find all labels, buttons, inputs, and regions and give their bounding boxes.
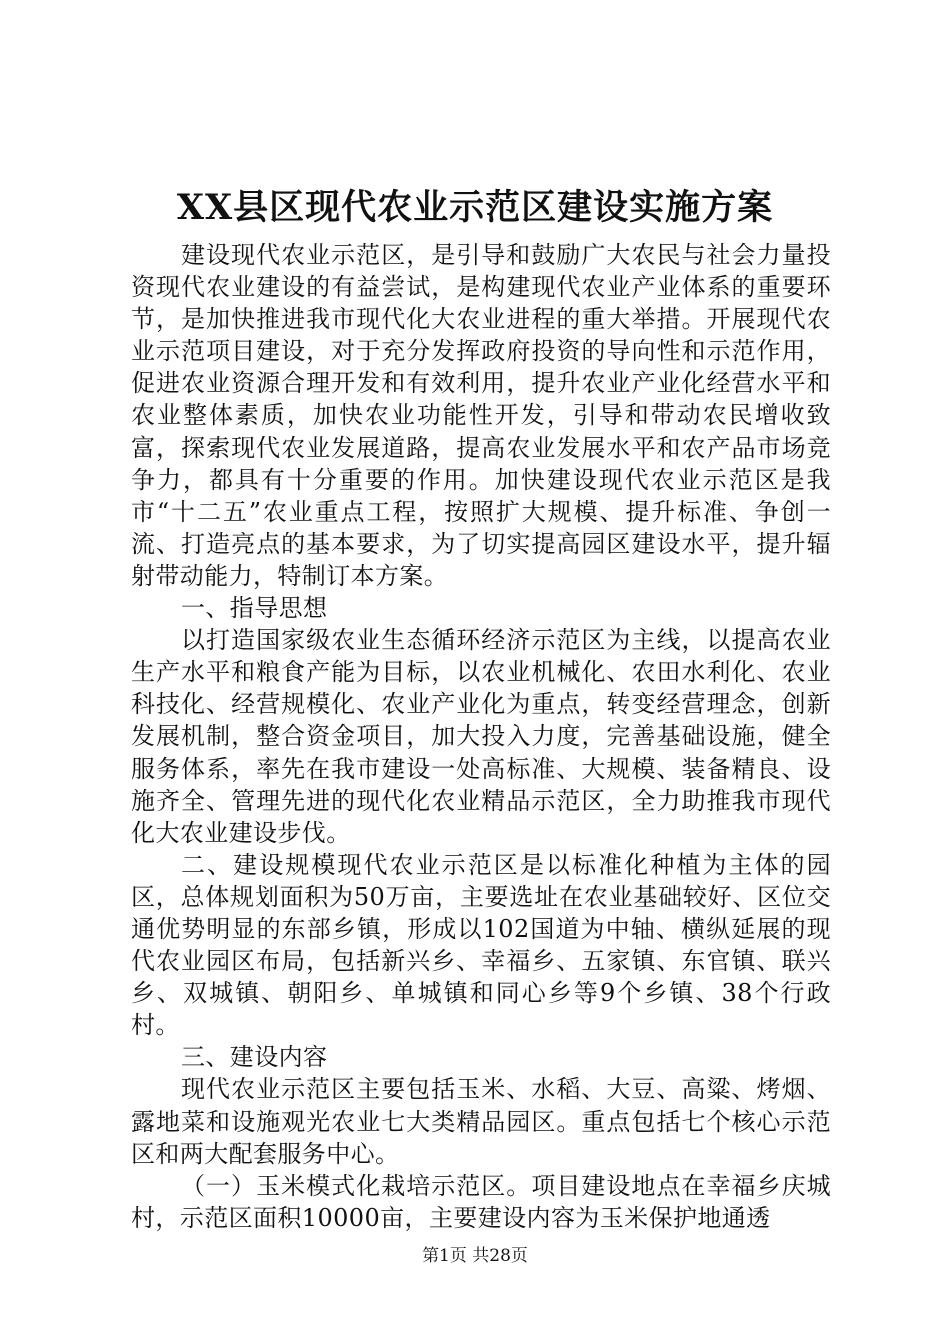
document-title: XX县区现代农业示范区建设实施方案 xyxy=(176,187,774,228)
guiding-ideology-paragraph: 以打造国家级农业生态循环经济示范区为主线，以提高农业生产水平和粮食产能为目标，以农业机械化、农田水利化、农业科技化、经营规模化、农业产业化为重点，转变经营理念，创新发展机制，整合资金项目，加大投入力度，完善基础设施，健全服务体系，率先在我市建设一处高标准、大规模、装备精良、设施齐全、管理先进的现代化农业精品示范区，全力助推我市现代化大农业建设步伐。 xyxy=(131,626,831,847)
section-heading-construction-content: 三、建设内容 xyxy=(181,1043,328,1072)
construction-scale-paragraph: 二、建设规模现代农业示范区是以标准化种植为主体的园区，总体规划面积为50万亩，主要选址在农业基础较好、区位交通优势明显的东部乡镇，形成以102国道为中轴、横纵延展的现代农业园区布局，包括新兴乡、幸福乡、五家镇、东官镇、联兴乡、双城镇、朝阳乡、单城镇和同心乡等9个乡镇、38个行政村。 xyxy=(131,850,831,1040)
construction-content-paragraph: 现代农业示范区主要包括玉米、水稻、大豆、高粱、烤烟、露地菜和设施观光农业七大类精品园区。重点包括七个核心示范区和两大配套服务中心。 xyxy=(131,1075,831,1168)
page-number-footer: 第1页 共28页 xyxy=(422,1246,528,1266)
document-body xyxy=(131,239,831,1234)
section-heading-guiding-ideology: 一、指导思想 xyxy=(181,594,328,623)
intro-paragraph: 建设现代农业示范区，是引导和鼓励广大农民与社会力量投资现代农业建设的有益尝试，是构建现代农业产业体系的重要环节，是加快推进我市现代化大农业进程的重大举措。开展现代农业示范项目建设，对于充分发挥政府投资的导向性和示范作用，促进农业资源合理开发和有效利用，提升农业产业化经营水平和农业整体素质，加快农业功能性开发，引导和带动农民增收致富，探索现代农业发展道路，提高农业发展水平和农产品市场竞争力，都具有十分重要的作用。加快建设现代农业示范区是我市“十二五”农业重点工程，按照扩大规模、提升标准、争创一流、打造亮点的基本要求，为了切实提高园区建设水平，提升辐射带动能力，特制订本方案。 xyxy=(131,241,831,590)
corn-demo-zone-paragraph: （一）玉米模式化栽培示范区。项目建设地点在幸福乡庆城村，示范区面积10000亩，主要建设内容为玉米保护地通透 xyxy=(131,1171,831,1232)
